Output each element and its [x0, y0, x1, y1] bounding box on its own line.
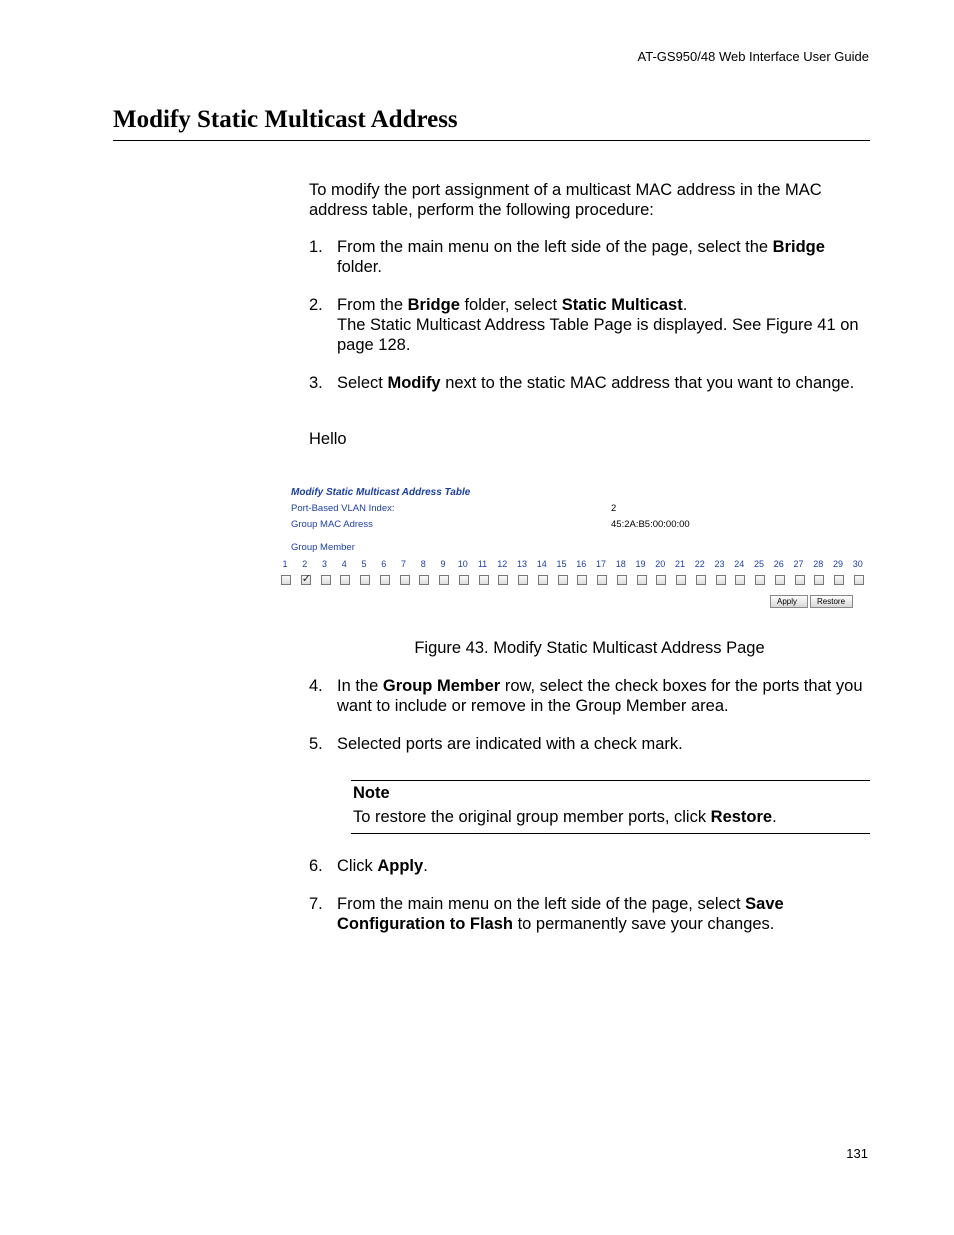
- step-number: 3.: [309, 374, 323, 392]
- port-checkbox-2[interactable]: [301, 575, 311, 585]
- figure-table-title: Modify Static Multicast Address Table: [291, 487, 471, 498]
- port-number: 23: [714, 559, 725, 569]
- title-rule: [113, 140, 870, 141]
- note-box: [351, 780, 870, 834]
- port-number: 1: [282, 559, 288, 569]
- step-6: [309, 856, 870, 876]
- port-number: 17: [595, 559, 606, 569]
- step-number: 7.: [309, 895, 323, 913]
- step-number: 4.: [309, 677, 323, 695]
- step-text: Selected ports are indicated with a check mark.: [337, 735, 683, 753]
- port-checkbox-8[interactable]: [419, 575, 429, 585]
- step-text: Select Modify next to the static MAC address that you want to change.: [337, 374, 855, 392]
- port-checkbox-17[interactable]: [597, 575, 607, 585]
- restore-button[interactable]: Restore: [810, 595, 853, 608]
- port-number: 10: [457, 559, 468, 569]
- port-number: 2: [302, 559, 308, 569]
- port-checkbox-19[interactable]: [637, 575, 647, 585]
- note-text: To restore the original group member ports, click Restore.: [353, 808, 777, 826]
- port-checkbox-1[interactable]: [281, 575, 291, 585]
- vlan-index-label: Port-Based VLAN Index:: [291, 503, 395, 514]
- port-number: 15: [556, 559, 567, 569]
- port-checkbox-3[interactable]: [321, 575, 331, 585]
- step-number: 2.: [309, 296, 323, 314]
- running-header: AT-GS950/48 Web Interface User Guide: [637, 49, 869, 64]
- step-2: [309, 295, 870, 355]
- port-checkbox-4[interactable]: [340, 575, 350, 585]
- port-number: 7: [400, 559, 406, 569]
- step-number: 5.: [309, 735, 323, 753]
- group-mac-value: 45:2A:B5:00:00:00: [611, 519, 690, 530]
- port-checkbox-22[interactable]: [696, 575, 706, 585]
- port-checkbox-12[interactable]: [498, 575, 508, 585]
- step-text: In the Group Member row, select the check boxes for the ports that you want to include or remove in the Group Member area.: [337, 677, 863, 715]
- step-extra-text: The Static Multicast Address Table Page is displayed. See Figure 41 on page 128.: [337, 316, 859, 354]
- port-number: 14: [536, 559, 547, 569]
- port-checkbox-9[interactable]: [439, 575, 449, 585]
- port-number: 28: [813, 559, 824, 569]
- page-number: 131: [846, 1146, 868, 1161]
- group-member-label: Group Member: [291, 542, 355, 553]
- port-checkbox-24[interactable]: [735, 575, 745, 585]
- port-number: 3: [321, 559, 327, 569]
- port-checkbox-18[interactable]: [617, 575, 627, 585]
- port-number: 25: [753, 559, 764, 569]
- port-number: 30: [852, 559, 863, 569]
- port-checkbox-28[interactable]: [814, 575, 824, 585]
- note-title: Note: [353, 784, 390, 802]
- port-checkbox-23[interactable]: [716, 575, 726, 585]
- port-number: 26: [773, 559, 784, 569]
- port-checkbox-6[interactable]: [380, 575, 390, 585]
- step-text: From the Bridge folder, select Static Multicast.: [337, 296, 688, 314]
- port-number-row: [278, 559, 870, 571]
- port-checkbox-10[interactable]: [459, 575, 469, 585]
- intro-paragraph: To modify the port assignment of a multicast MAC address in the MAC address table, perform the following procedure:: [309, 181, 822, 219]
- step-3: [309, 373, 870, 393]
- port-checkbox-15[interactable]: [558, 575, 568, 585]
- step-text: From the main menu on the left side of the page, select the Bridge folder.: [337, 238, 825, 276]
- port-number: 29: [832, 559, 843, 569]
- step-4: [309, 676, 870, 716]
- port-number: 19: [635, 559, 646, 569]
- step-number: 6.: [309, 857, 323, 875]
- port-number: 24: [734, 559, 745, 569]
- port-checkbox-row: [278, 575, 870, 589]
- port-number: 18: [615, 559, 626, 569]
- port-number: 20: [655, 559, 666, 569]
- port-number: 22: [694, 559, 705, 569]
- step-1: [309, 237, 870, 277]
- port-checkbox-27[interactable]: [795, 575, 805, 585]
- port-checkbox-7[interactable]: [400, 575, 410, 585]
- port-number: 11: [477, 559, 488, 569]
- figure-caption: Figure 43. Modify Static Multicast Address Page: [414, 639, 765, 657]
- port-number: 6: [381, 559, 387, 569]
- port-number: 4: [341, 559, 347, 569]
- section-title: Modify Static Multicast Address: [113, 106, 458, 133]
- port-checkbox-16[interactable]: [577, 575, 587, 585]
- modify-static-multicast-figure: [278, 484, 870, 614]
- port-number: 9: [440, 559, 446, 569]
- port-checkbox-26[interactable]: [775, 575, 785, 585]
- port-number: 16: [576, 559, 587, 569]
- port-number: 12: [497, 559, 508, 569]
- step-7: [309, 894, 870, 934]
- port-checkbox-25[interactable]: [755, 575, 765, 585]
- port-checkbox-21[interactable]: [676, 575, 686, 585]
- port-number: 27: [793, 559, 804, 569]
- port-number: 13: [516, 559, 527, 569]
- port-number: 5: [361, 559, 367, 569]
- step-text: From the main menu on the left side of the page, select Save Configuration to Flash to permanently save your changes.: [337, 895, 784, 933]
- port-checkbox-13[interactable]: [518, 575, 528, 585]
- step-text: Click Apply.: [337, 857, 428, 875]
- port-checkbox-30[interactable]: [854, 575, 864, 585]
- port-checkbox-20[interactable]: [656, 575, 666, 585]
- step-number: 1.: [309, 238, 323, 256]
- hello-text: Hello: [309, 430, 347, 448]
- port-number: 21: [674, 559, 685, 569]
- port-checkbox-5[interactable]: [360, 575, 370, 585]
- port-checkbox-11[interactable]: [479, 575, 489, 585]
- apply-button[interactable]: Apply: [770, 595, 808, 608]
- port-number: 8: [420, 559, 426, 569]
- step-5: [309, 734, 870, 754]
- port-checkbox-29[interactable]: [834, 575, 844, 585]
- vlan-index-value: 2: [611, 503, 617, 514]
- port-checkbox-14[interactable]: [538, 575, 548, 585]
- group-mac-label: Group MAC Adress: [291, 519, 373, 530]
